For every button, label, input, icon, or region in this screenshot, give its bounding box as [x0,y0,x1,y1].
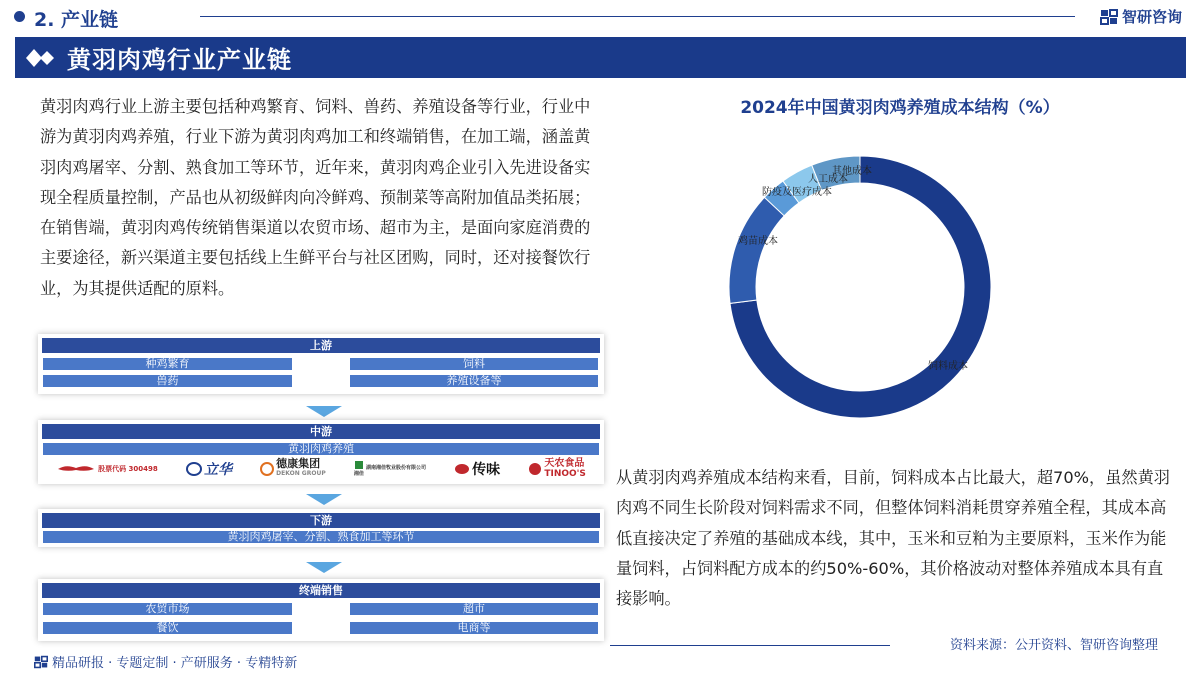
banner-title: 黄羽肉鸡行业产业链 [67,46,292,74]
intro-paragraph: 黄羽肉鸡行业上游主要包括种鸡繁育、饲料、兽药、养殖设备等行业，行业中游为黄羽肉鸡养殖，行业下游为黄羽肉鸡加工和终端销售，在加工端，涵盖黄羽肉鸡屠宰、分割、熟食加工等环节，近年来，黄羽肉鸡企业引入先进设备实现全程质量控制，产品也从初级鲜肉向冷鲜鸡、预制菜等高附加值品类拓展；在销售端，黄羽肉鸡传统销售渠道以农贸市场、超市为主，是面向家庭消费的主要途径，新兴渠道主要包括线上生鲜平台与社区团购，同时，还对接餐饮行业，为其提供适配的原料。 [40,97,591,298]
header-divider [200,16,1075,17]
slice-label: 饲料成本 [928,361,968,372]
logo-wens: 股票代码 300498 [56,464,158,474]
analysis-paragraph: 从黄羽肉鸡养殖成本结构来看，目前，饲料成本占比最大，超70%，虽然黄羽肉鸡不同生长阶段对饲料需求不同，但整体饲料消耗贯穿养殖全程，其成本高低直接决定了养殖的基础成本线，其中，玉米和豆粕为主要原料，玉米作为能量饲料，占饲料配方成本的约50%-60%，其价格波动对整体养殖成本具有直接影响。 [616,468,1170,609]
footer-slogan [34,652,297,671]
brand-small-icon [34,655,48,669]
terminal-item-ecommerce: 电商等 [350,622,598,634]
logo-xiangjia: 湘佳 湖南湘佳牧业股份有限公司 [354,460,426,478]
logo-chuanwei: 传味 [454,459,500,479]
chart-title: 2024年中国黄羽肉鸡养殖成本结构（%） [740,98,1060,118]
cost-structure-donut-chart [700,140,1020,440]
terminal-item-farmers-market: 农贸市场 [43,603,292,615]
lihua-mark-icon [186,462,202,476]
upstream-title: 上游 [42,338,600,353]
footer-text: 精品研报 · 专题定制 · 产研服务 · 专精特新 [52,656,298,671]
down-arrow-icon [306,404,342,418]
terminal-item-supermarket: 超市 [350,603,598,615]
midstream-title: 中游 [42,424,600,439]
logo-dekon: 德康集团 DEKON GROUP [260,459,326,479]
terminal-title: 终端销售 [42,583,600,598]
slice-label: 防疫及医疗成本 [762,187,832,198]
downstream-title: 下游 [42,513,600,528]
logo-lihua: 立华 [186,459,232,479]
tinoos-mark-icon [528,462,542,476]
brand-logo [1100,6,1182,27]
chuanwei-mark-icon [454,463,470,475]
upstream-item-feed: 饲料 [350,358,598,370]
midstream-item-farming: 黄羽肉鸡养殖 [43,443,599,455]
section-title: 2. 产业链 [34,9,119,31]
donut-slice [729,197,784,303]
upstream-panel [38,334,604,394]
company-logos [42,457,600,480]
logo-tinoos: 天农食品 TINOO'S [528,459,586,479]
brand-name: 智研咨询 [1121,8,1182,26]
data-source: 资料来源：公开资料、智研咨询整理 [949,638,1158,653]
upstream-item-vet-drugs: 兽药 [43,375,292,387]
xiangjia-mark-icon [354,460,364,470]
terminal-panel [38,579,604,641]
slice-label: 人工成本 [808,174,848,185]
title-banner [15,37,1186,78]
wings-icon [56,464,96,474]
downstream-panel [38,509,604,547]
midstream-panel [38,420,604,484]
slice-label: 其他成本 [832,166,872,177]
terminal-item-catering: 餐饮 [43,622,292,634]
section-bullet [14,11,25,22]
downstream-item-processing: 黄羽肉鸡屠宰、分割、熟食加工等环节 [43,531,599,543]
footer-divider [610,645,890,646]
brand-icon [1100,8,1118,26]
slice-label: 鸡苗成本 [738,236,778,247]
down-arrow-icon [306,560,342,574]
dekon-mark-icon [260,462,274,476]
upstream-item-breeding: 种鸡繁育 [43,358,292,370]
down-arrow-icon [306,492,342,506]
double-diamond-icon [25,48,61,68]
upstream-item-equipment: 养殖设备等 [350,375,598,387]
